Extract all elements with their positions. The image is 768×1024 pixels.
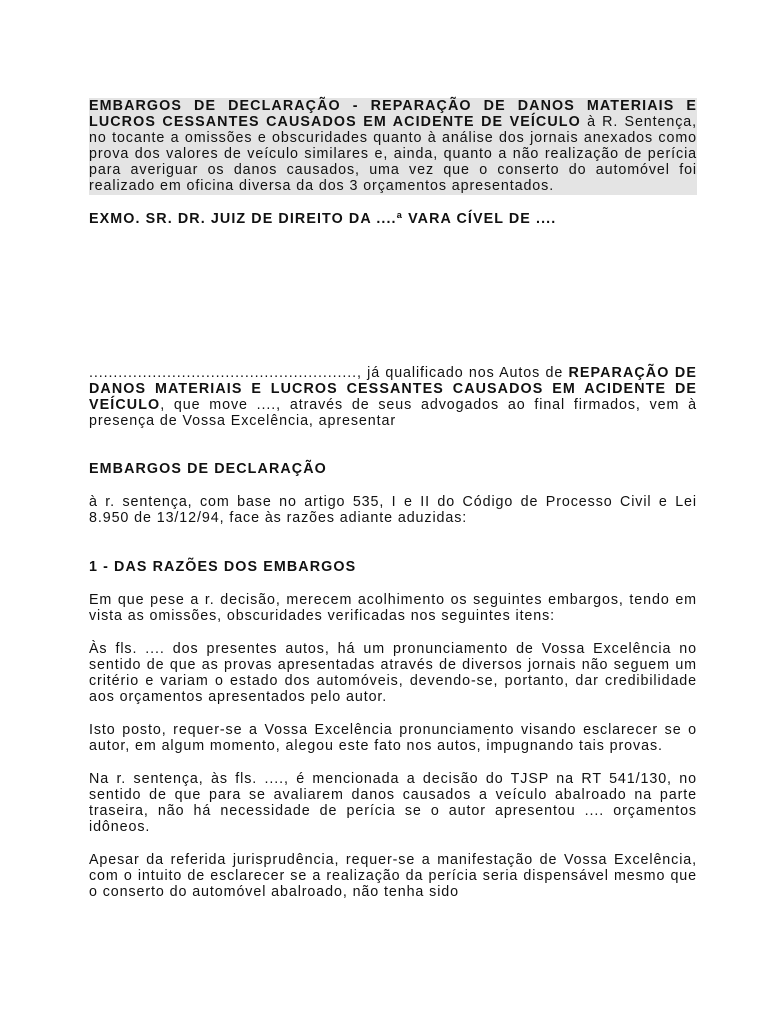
- paragraph-3: Isto posto, requer-se a Vossa Excelência pronunciamento visando esclarecer se o autor, em algum momento, alegou este fato nos autos, impugnando tais provas.: [89, 722, 697, 754]
- intro-case-name: REPARAÇÃO DE DANOS MATERIAIS E LUCROS CESSANTES CAUSADOS EM ACIDENTE DE VEÍCULO: [89, 365, 697, 413]
- section-1-title: 1 - DAS RAZÕES DOS EMBARGOS: [89, 559, 357, 575]
- intro-lead: ......................................................., já qualificado nos Autos de: [89, 365, 569, 381]
- intro-tail: , que move ...., através de seus advogados ao final firmados, vem à presença de Vossa Excelência, apresentar: [89, 397, 697, 429]
- document-body: [89, 98, 697, 900]
- paragraph-2: Às fls. .... dos presentes autos, há um pronunciamento de Vossa Excelência no sentido de que as provas apresentadas através de diversos jornais não seguem um critério e variam o estado dos automóveis, devendo-se, portanto, dar credibilidade aos orçamentos apresentados pelo autor.: [89, 641, 697, 705]
- embargos-title: EMBARGOS DE DECLARAÇÃO: [89, 461, 327, 477]
- addressee-line: EXMO. SR. DR. JUIZ DE DIREITO DA ....ª VARA CÍVEL DE ....: [89, 211, 557, 227]
- summary-bold-title: EMBARGOS DE DECLARAÇÃO - REPARAÇÃO DE DANOS MATERIAIS E LUCROS CESSANTES CAUSADOS EM ACIDENTE DE VEÍCULO: [89, 98, 697, 130]
- summary-text: à R. Sentença, no tocante a omissões e obscuridades quanto à análise dos jornais anexados como prova dos valores de veículo similares e, ainda, quanto a não realização de perícia para averiguar os danos causados, uma vez que o conserto do automóvel foi realizado em oficina diversa da dos 3 orçamentos apresentados.: [89, 114, 697, 194]
- blank-space: [89, 227, 697, 365]
- intro-paragraph: [89, 365, 697, 429]
- summary-block: [89, 98, 697, 195]
- basis-paragraph: à r. sentença, com base no artigo 535, I e II do Código de Processo Civil e Lei 8.950 de 13/12/94, face às razões adiante aduzidas:: [89, 494, 697, 526]
- paragraph-1: Em que pese a r. decisão, merecem acolhimento os seguintes embargos, tendo em vista as omissões, obscuridades verificadas nos seguintes itens:: [89, 592, 697, 624]
- paragraph-4: Na r. sentença, às fls. ...., é mencionada a decisão do TJSP na RT 541/130, no sentido de que para se avaliarem danos causados a veículo abalroado na parte traseira, não há necessidade de perícia se o autor apresentou .... orçamentos idôneos.: [89, 771, 697, 835]
- paragraph-5: Apesar da referida jurisprudência, requer-se a manifestação de Vossa Excelência, com o intuito de esclarecer se a realização da perícia seria dispensável mesmo que o conserto do automóvel abalroado, não tenha sido: [89, 852, 697, 900]
